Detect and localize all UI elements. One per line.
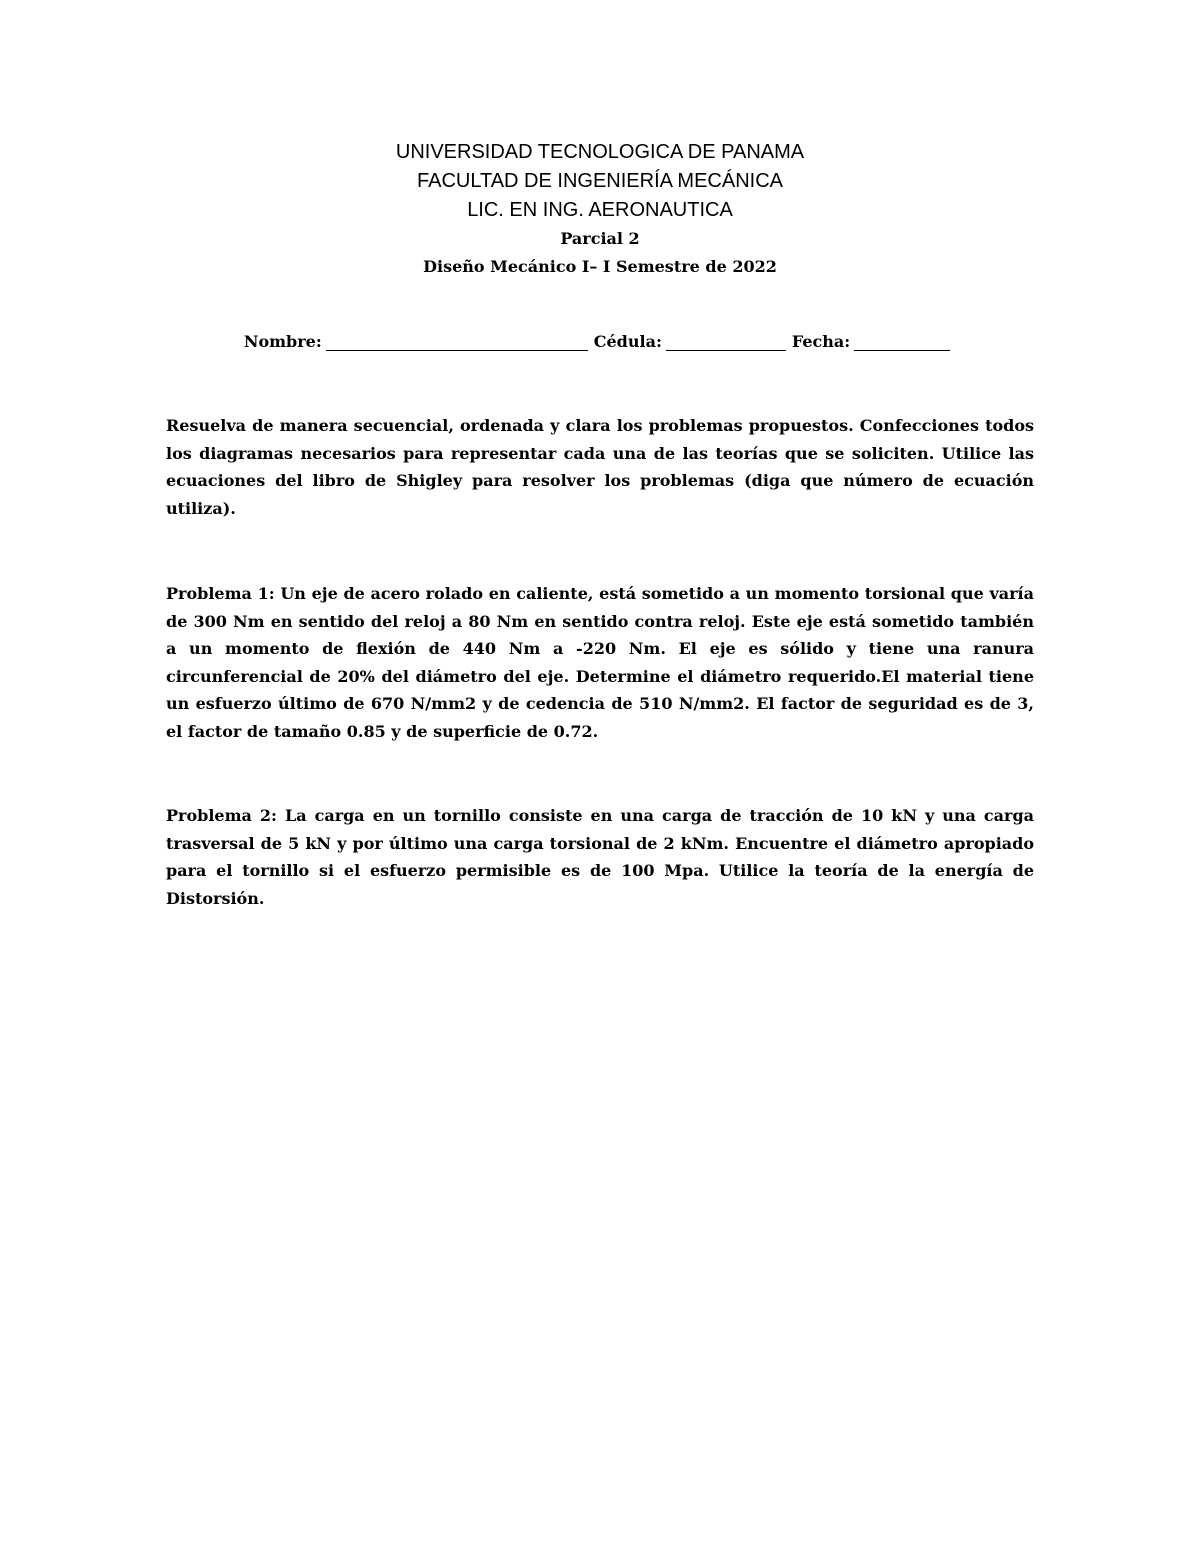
- course-title: Diseño Mecánico I– I Semestre de 2022: [423, 257, 777, 276]
- name-label: Nombre:: [243, 332, 322, 351]
- id-blank[interactable]: [666, 330, 786, 351]
- problem-2: [166, 802, 1034, 912]
- date-label: Fecha:: [791, 332, 851, 351]
- exam-header: [0, 138, 1200, 281]
- program-name: LIC. EN ING. AERONAUTICA: [467, 199, 733, 221]
- problem-1-label: Problema 1:: [166, 584, 275, 603]
- problem-2-label: Problema 2:: [166, 806, 277, 825]
- student-info-fields: [0, 328, 1200, 356]
- problem-2-text: La carga en un tornillo consiste en una carga de tracción de 10 kN y una carga trasversal de 5 kN y por último una carga torsional de 2 kNm. Encuentre el diámetro apropiado para el tornillo si el esfuerzo permisible es de 100 Mpa. Utilice la teoría de la energía de Distorsión.: [166, 806, 1035, 908]
- date-blank[interactable]: [854, 330, 950, 351]
- problem-1: [166, 580, 1034, 745]
- id-label: Cédula:: [593, 332, 662, 351]
- exam-title: Parcial 2: [560, 229, 640, 248]
- faculty-name: FACULTAD DE INGENIERÍA MECÁNICA: [417, 170, 783, 192]
- name-blank[interactable]: [326, 330, 588, 351]
- university-name: UNIVERSIDAD TECNOLOGICA DE PANAMA: [395, 141, 805, 163]
- instructions-paragraph: Resuelva de manera secuencial, ordenada y clara los problemas propuestos. Confecciones todos los diagramas necesarios para representar cada una de las teorías que se soliciten. Utilice las ecuaciones del libro de Shigley para resolver los problemas (diga que número de ecuación utiliza).: [166, 416, 1034, 518]
- problem-1-text: Un eje de acero rolado en caliente, está sometido a un momento torsional que varía de 300 Nm en sentido del reloj a 80 Nm en sentido contra reloj. Este eje está sometido también a un momento de flexión de 440 Nm a -220 Nm. El eje es sólido y tiene una ranura circunferencial de 20% del diámetro del eje. Determine el diámetro requerido.El material tiene un esfuerzo último de 670 N/mm2 y de cedencia de 510 N/mm2. El factor de seguridad es de 3, el factor de tamaño 0.85 y de superficie de 0.72.: [166, 584, 1035, 741]
